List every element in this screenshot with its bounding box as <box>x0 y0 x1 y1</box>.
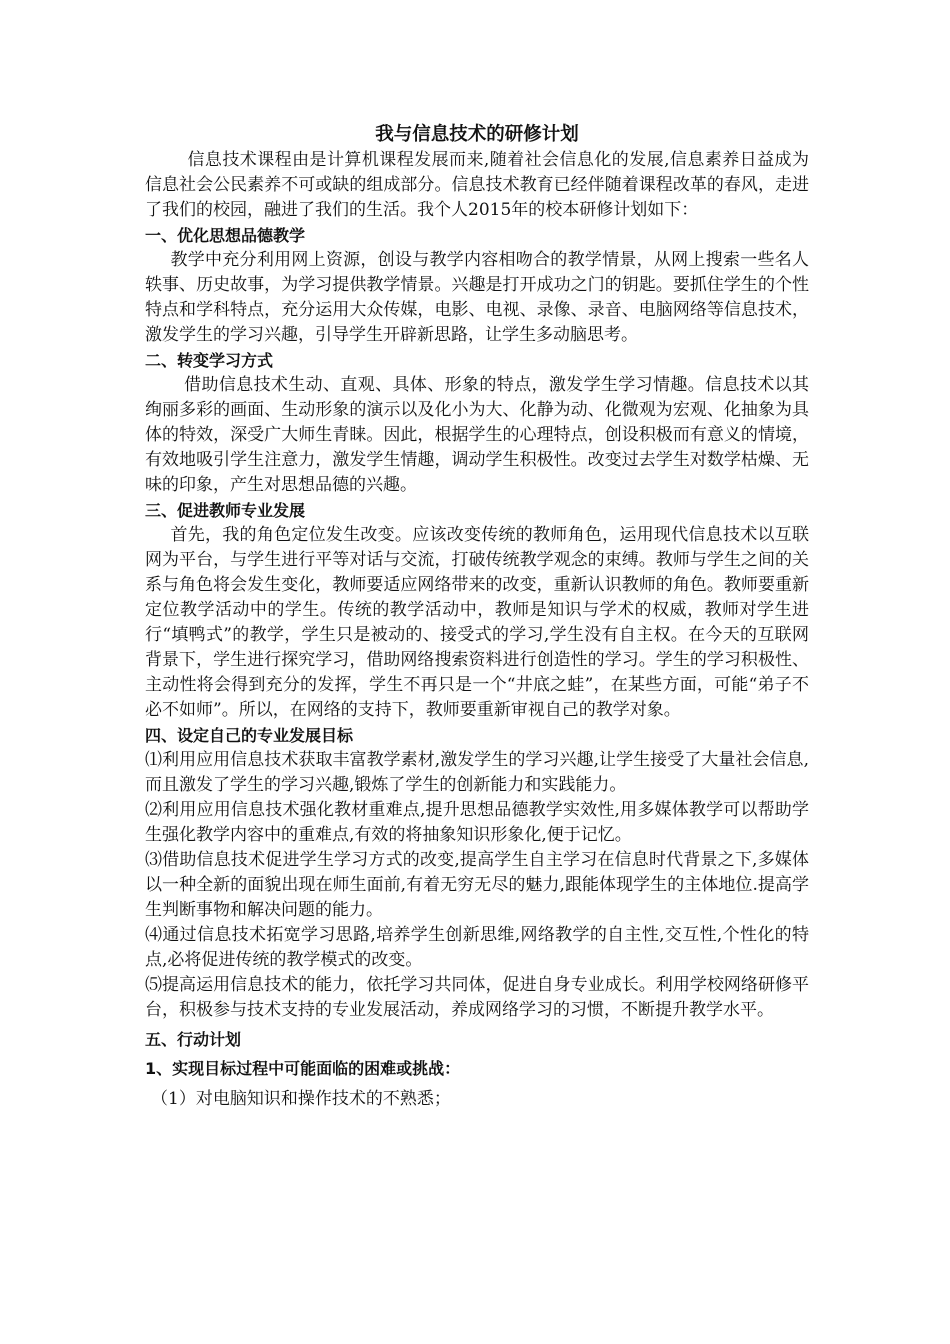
section-3-body: 首先，我的角色定位发生改变。应该改变传统的教师角色，运用现代信息技术以互联网为平台，与学生进行平等对话与交流，打破传统教学观念的束缚。教师与学生之间的关系与角色将会发生变化，教师要适应网络带来的改变，重新认识教师的角色。教师要重新定位教学活动中的学生。传统的教学活动中，教师是知识与学术的权威，教师对学生进行“填鸭式”的教学，学生只是被动的、接受式的学习,学生没有自主权。在今天的互联网背景下，学生进行探究学习，借助网络搜索资料进行创造性的学习。学生的学习积极性、主动性将会得到充分的发挥，学生不再只是一个“井底之蛙”，在某些方面，可能“弟子不必不如师”。所以，在网络的支持下，教师要重新审视自己的教学对象。 <box>145 525 809 720</box>
document-page <box>145 122 809 1112</box>
section-4-heading: 四、设定自己的专业发展目标 <box>145 726 354 745</box>
section-5-subheading: 1、实现目标过程中可能面临的困难或挑战： <box>145 1059 461 1078</box>
goal-item-5: ⑸提高运用信息技术的能力，依托学习共同体，促进自身专业成长。利用学校网络研修平台，积极参与技术支持的专业发展活动，养成网络学习的习惯，不断提升教学水平。 <box>145 975 809 1020</box>
goal-item-4: ⑷通过信息技术拓宽学习思路,培养学生创新思维,网络教学的自主性,交互性,个性化的特点,必将促进传统的教学模式的改变。 <box>145 925 809 970</box>
section-5-heading: 五、行动计划 <box>145 1030 242 1049</box>
section-2-heading: 二、转变学习方式 <box>145 351 274 370</box>
challenge-item-1: （1）对电脑知识和操作技术的不熟悉； <box>151 1089 451 1109</box>
section-1-body: 教学中充分利用网上资源，创设与教学内容相吻合的教学情景，从网上搜索一些名人轶事、历史故事，为学习提供教学情景。兴趣是打开成功之门的钥匙。要抓住学生的个性特点和学科特点，充分运用大众传媒，电影、电视、录像、录音、电脑网络等信息技术，激发学生的学习兴趣，引导学生开辟新思路，让学生多动脑思考。 <box>145 250 809 345</box>
section-3-heading: 三、促进教师专业发展 <box>145 501 306 520</box>
section-2-body: 借助信息技术生动、直观、具体、形象的特点，激发学生学习情趣。信息技术以其绚丽多彩的画面、生动形象的演示以及化小为大、化静为动、化微观为宏观、化抽象为具体的特效，深受广大师生青睐。因此，根据学生的心理特点，创设积极而有意义的情境，有效地吸引学生注意力，激发学生情趣，调动学生积极性。改变过去学生对数学枯燥、无味的印象，产生对思想品德的兴趣。 <box>145 375 809 495</box>
goal-item-3: ⑶借助信息技术促进学生学习方式的改变,提高学生自主学习在信息时代背景之下,多媒体以一种全新的面貌出现在师生面前,有着无穷无尽的魅力,跟能体现学生的主体地位.提高学生判断事物和解决问题的能力。 <box>145 850 809 920</box>
section-1-heading: 一、优化思想品德教学 <box>145 226 306 245</box>
document-title: 我与信息技术的研修计划 <box>375 124 579 145</box>
intro-paragraph: 信息技术课程由是计算机课程发展而来,随着社会信息化的发展,信息素养日益成为信息社会公民素养不可或缺的组成部分。信息技术教育已经伴随着课程改革的春风，走进了我们的校园，融进了我们的生活。我个人2015年的校本研修计划如下： <box>145 150 809 220</box>
goal-item-1: ⑴利用应用信息技术获取丰富教学素材,激发学生的学习兴趣,让学生接受了大量社会信息,而且激发了学生的学习兴趣,锻炼了学生的创新能力和实践能力。 <box>145 750 809 795</box>
goal-item-2: ⑵利用应用信息技术强化教材重难点,提升思想品德教学实效性,用多媒体教学可以帮助学生强化教学内容中的重难点,有效的将抽象知识形象化,便于记忆。 <box>145 800 809 845</box>
